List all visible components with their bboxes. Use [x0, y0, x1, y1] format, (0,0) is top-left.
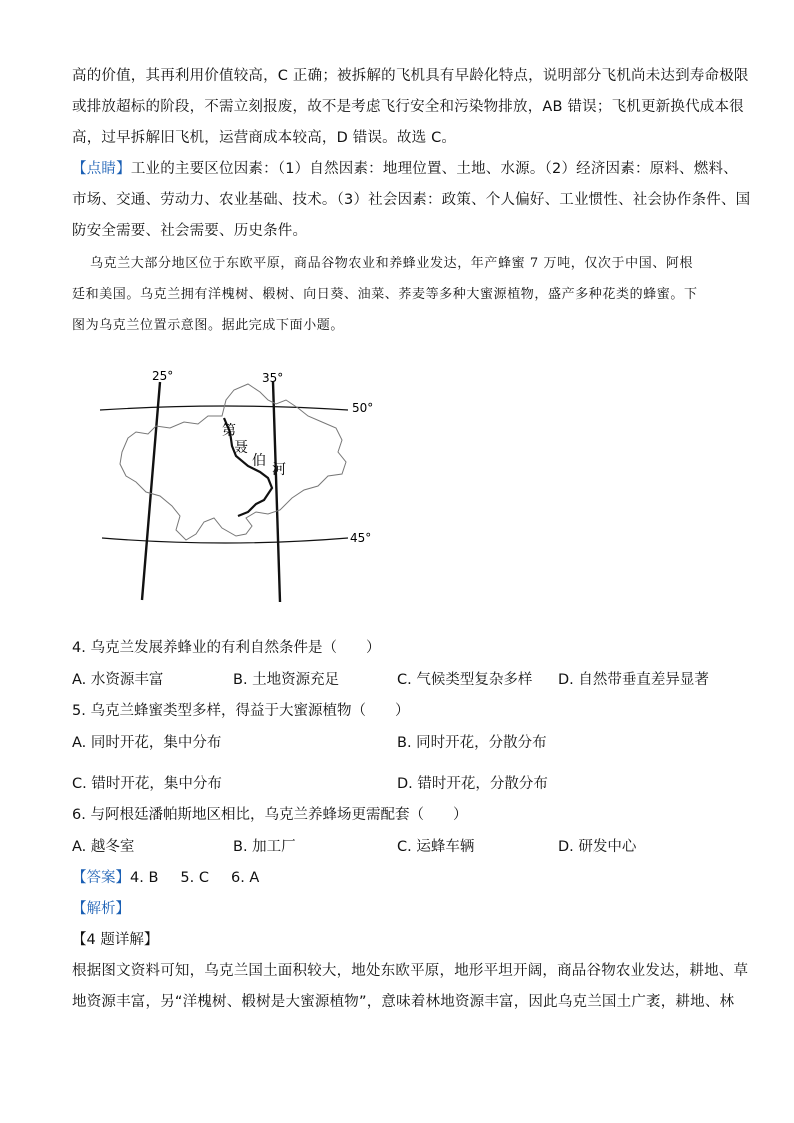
option-d: D. 自然带垂直差异显著 — [558, 672, 709, 688]
detail-line: 根据图文资料可知，乌克兰国土面积较大，地处东欧平原，地形平坦开阔，商品谷物农业发达，耕地、草 — [72, 963, 749, 979]
option-b: B. 同时开花，分散分布 — [397, 735, 547, 751]
detail-tag: 【4 题详解】 — [72, 932, 159, 948]
text-line: 防安全需要、社会需要、历史条件。 — [72, 223, 308, 239]
material-line: 图为乌克兰位置示意图。据此完成下面小题。 — [72, 318, 345, 333]
tip-line — [72, 159, 738, 179]
answer-tag: 【答案】 — [72, 870, 130, 886]
answer-item: 5. C — [180, 870, 209, 886]
text-line: 高的价值，其再利用价值较高，C 正确；被拆解的飞机具有早龄化特点，说明部分飞机尚未达到寿命极限 — [72, 68, 749, 84]
answer-item: 4. B — [130, 870, 159, 886]
option-d: D. 研发中心 — [558, 839, 637, 855]
river-label: 第 — [222, 423, 236, 439]
option-b: B. 加工厂 — [233, 839, 296, 855]
option-a: A. 同时开花，集中分布 — [72, 735, 222, 751]
latitude-45-line — [102, 538, 348, 543]
option-c: C. 错时开花，集中分布 — [72, 776, 222, 792]
river-label: 河 — [272, 462, 286, 478]
option-c: C. 运蜂车辆 — [397, 839, 475, 855]
material-line: 乌克兰大部分地区位于东欧平原，商品谷物农业和养蜂业发达，年产蜂蜜 7 万吨，仅次于中国、阿根 — [90, 256, 694, 271]
tip-text: 工业的主要区位因素：（1）自然因素：地理位置、土地、水源。（2）经济因素：原料、燃料、 — [130, 161, 738, 177]
latitude-label: 45° — [350, 531, 372, 545]
material-line: 廷和美国。乌克兰拥有洋槐树、椴树、向日葵、油菜、荞麦等多种大蜜源植物，盛产多种花类的蜂蜜。下 — [72, 287, 698, 302]
question-stem: 5. 乌克兰蜂蜜类型多样，得益于大蜜源植物（ ） — [72, 703, 410, 719]
longitude-label: 25° — [152, 369, 174, 383]
option-a: A. 越冬室 — [72, 839, 135, 855]
option-b: B. 土地资源充足 — [233, 672, 340, 688]
text-line: 高，过早拆解旧飞机，运营商成本较高，D 错误。故选 C。 — [72, 130, 457, 146]
text-line: 市场、交通、劳动力、农业基础、技术。（3）社会因素：政策、个人偏好、工业惯性、社会协作条件、国 — [72, 192, 751, 208]
river-label: 聂 — [234, 440, 248, 456]
option-a: A. 水资源丰富 — [72, 672, 164, 688]
option-c: C. 气候类型复杂多样 — [397, 672, 533, 688]
question-stem: 4. 乌克兰发展养蜂业的有利自然条件是（ ） — [72, 640, 381, 656]
answer-item: 6. A — [230, 870, 260, 886]
ukraine-location-map — [96, 360, 396, 610]
option-d: D. 错时开花，分散分布 — [397, 776, 548, 792]
text-line: 或排放超标的阶段，不需立刻报废，故不是考虑飞行安全和污染物排放，AB 错误；飞机更新换代成本很 — [72, 99, 744, 115]
question-stem: 6. 与阿根廷潘帕斯地区相比，乌克兰养蜂场更需配套（ ） — [72, 807, 468, 823]
analysis-tag: 【解析】 — [72, 901, 130, 917]
detail-line: 地资源丰富，另“洋槐树、椴树是大蜜源植物”，意味着林地资源丰富，因此乌克兰国土广袤，耕地、林 — [72, 994, 735, 1010]
answer-line — [72, 868, 281, 888]
latitude-label: 50° — [352, 401, 374, 415]
longitude-label: 35° — [262, 371, 284, 385]
tip-tag: 【点睛】 — [72, 161, 131, 177]
longitude-35-line — [273, 382, 280, 602]
river-label: 伯 — [252, 453, 266, 469]
